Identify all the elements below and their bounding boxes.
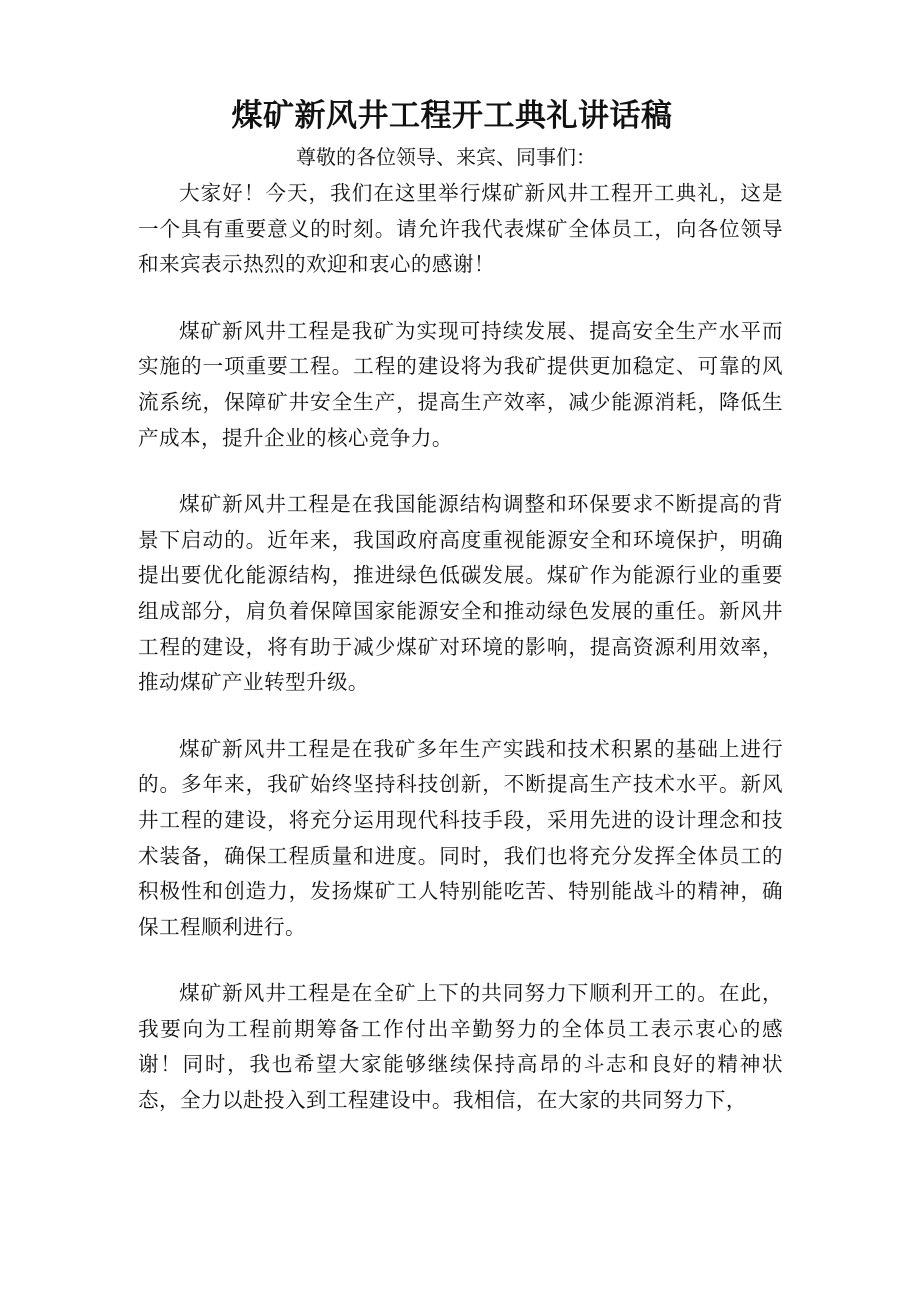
salutation: 尊敬的各位领导、来宾、同事们： [296, 145, 596, 169]
paragraph: 煤矿新风井工程是在我国能源结构调整和环保要求不断提高的背景下启动的。近年来，我国政府高度重视能源安全和环境保护，明确提出要优化能源结构，推进绿色低碳发展。煤矿作为能源行业的重要组成部分，肩负着保障国家能源安全和推动绿色发展的重任。新风井工程的建设，将有助于减少煤矿对环境的影响，提高资源利用效率，推动煤矿产业转型升级。 [138, 492, 783, 695]
paragraph: 煤矿新风井工程是我矿为实现可持续发展、提高安全生产水平而实施的一项重要工程。工程的建设将为我矿提供更加稳定、可靠的风流系统，保障矿井安全生产，提高生产效率，减少能源消耗，降低生产成本，提升企业的核心竞争力。 [138, 318, 783, 450]
page-title: 煤矿新风井工程开工典礼讲话稿 [231, 98, 673, 134]
paragraph: 煤矿新风井工程是在我矿多年生产实践和技术积累的基础上进行的。多年来，我矿始终坚持科技创新，不断提高生产技术水平。新风井工程的建设，将充分运用现代科技手段，采用先进的设计理念和技术装备，确保工程质量和进度。同时，我们也将充分发挥全体员工的积极性和创造力，发扬煤矿工人特别能吃苦、特别能战斗的精神，确保工程顺利进行。 [138, 736, 783, 939]
document-body [138, 176, 783, 1150]
paragraph: 大家好！今天，我们在这里举行煤矿新风井工程开工典礼，这是一个具有重要意义的时刻。请允许我代表煤矿全体员工，向各位领导和来宾表示热烈的欢迎和衷心的感谢！ [138, 181, 783, 277]
paragraph: 煤矿新风井工程是在全矿上下的共同努力下顺利开工的。在此，我要向为工程前期筹备工作付出辛勤努力的全体员工表示衷心的感谢！同时，我也希望大家能够继续保持高昂的斗志和良好的精神状态，全力以赴投入到工程建设中。我相信，在大家的共同努力下， [138, 981, 783, 1113]
